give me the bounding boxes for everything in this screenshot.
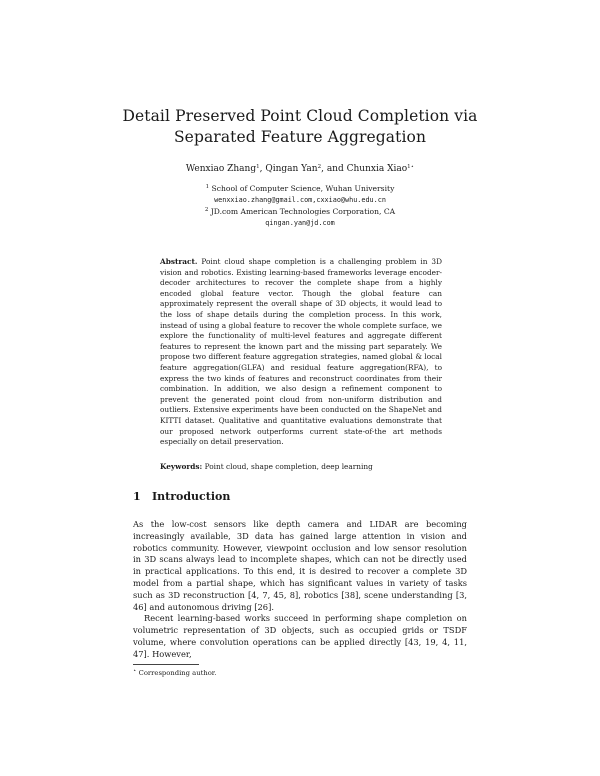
affiliation-text: JD.com American Technologies Corporation, CA xyxy=(210,207,396,216)
section-heading xyxy=(133,490,473,504)
affiliation-2-email: qingan.yan@jd.com xyxy=(265,218,335,227)
affiliation-1 xyxy=(100,183,500,195)
section-title: Introduction xyxy=(152,490,231,503)
author-separator: , xyxy=(259,164,266,174)
author-affil-mark: 1⋆ xyxy=(407,164,415,170)
paper-title xyxy=(100,106,500,148)
author-name: Qingan Yan xyxy=(265,164,318,174)
abstract xyxy=(160,257,442,448)
title-line-2: Separated Feature Aggregation xyxy=(173,128,427,146)
author-name: Chunxia Xiao xyxy=(346,164,408,174)
section-number: 1 xyxy=(133,490,141,503)
keywords-label: Keywords: xyxy=(160,462,203,471)
abstract-label: Abstract. xyxy=(160,257,198,266)
author-separator: , and xyxy=(321,164,347,174)
body-text xyxy=(133,519,467,661)
abstract-text: Point cloud shape completion is a challenging problem in 3D vision and robotics. Existing learning-based frameworks leverage encoder-decoder architectures to recover the complete shape from a highly encoded global feature vector. Though the global feature can approximately represent the overall shape of 3D objects, it would lead to the loss of shape details during the completion process. In this work, instead of using a global feature to recover the whole complete surface, we explore the functionality of multi-level features and aggregate different features to represent the known part and the missing part separately. We propose two different feature aggregation strategies, named global & local feature aggregation(GLFA) and residual feature aggregation(RFA), to express the two kinds of features and reconstruct coordinates from their combination. In addition, we also design a refinement component to prevent the generated point cloud from non-uniform distribution and outliers. Extensive experiments have been conducted on the ShapeNet and KITTI dataset. Qualitative and quantitative evaluations demonstrate that our proposed network outperforms current state-of-the art methods especially on detail preservation. xyxy=(160,257,442,447)
paragraph: Recent learning-based works succeed in performing shape completion on volumetric representation of 3D objects, such as occupied grids or TSDF volume, where convolution operations can be applied directly [43, 19, 4, 11, 47]. However, xyxy=(133,613,467,659)
author-affil-mark: 2 xyxy=(317,164,322,170)
affiliation-mark: 2 xyxy=(204,207,209,213)
footnote xyxy=(133,669,467,678)
author-affil-mark: 1 xyxy=(256,164,260,170)
keywords xyxy=(160,462,442,473)
affiliation-text: School of Computer Science, Wuhan University xyxy=(211,184,395,193)
affiliation-2 xyxy=(100,206,500,218)
author-name: Wenxiao Zhang xyxy=(185,164,257,174)
footnote-text: Corresponding author. xyxy=(138,669,217,677)
affiliation-mark: 1 xyxy=(205,184,210,190)
paragraph: As the low-cost sensors like depth camera and LIDAR are becoming increasingly available, 3D data has gained large attention in vision and robotics community. However, viewpoint occlusion and low sensor resolution in 3D scans always lead to incomplete shapes, which can not be directly used in practical applications. To this end, it is desired to recover a complete 3D model from a partial shape, which has significant values in variety of tasks such as 3D reconstruction [4, 7, 45, 8], robotics [38], scene understanding [3, 46] and autonomous driving [26]. xyxy=(133,519,467,612)
footnote-rule xyxy=(133,664,199,665)
title-line-1: Detail Preserved Point Cloud Completion via xyxy=(122,107,478,125)
keywords-text: Point cloud, shape completion, deep learning xyxy=(204,462,373,471)
author-list xyxy=(100,163,500,175)
footnote-mark: ⋆ xyxy=(133,668,137,674)
affiliations xyxy=(100,183,500,229)
affiliation-1-email: wenxxiao.zhang@gmail.com,cxxiao@whu.edu.cn xyxy=(214,195,386,204)
